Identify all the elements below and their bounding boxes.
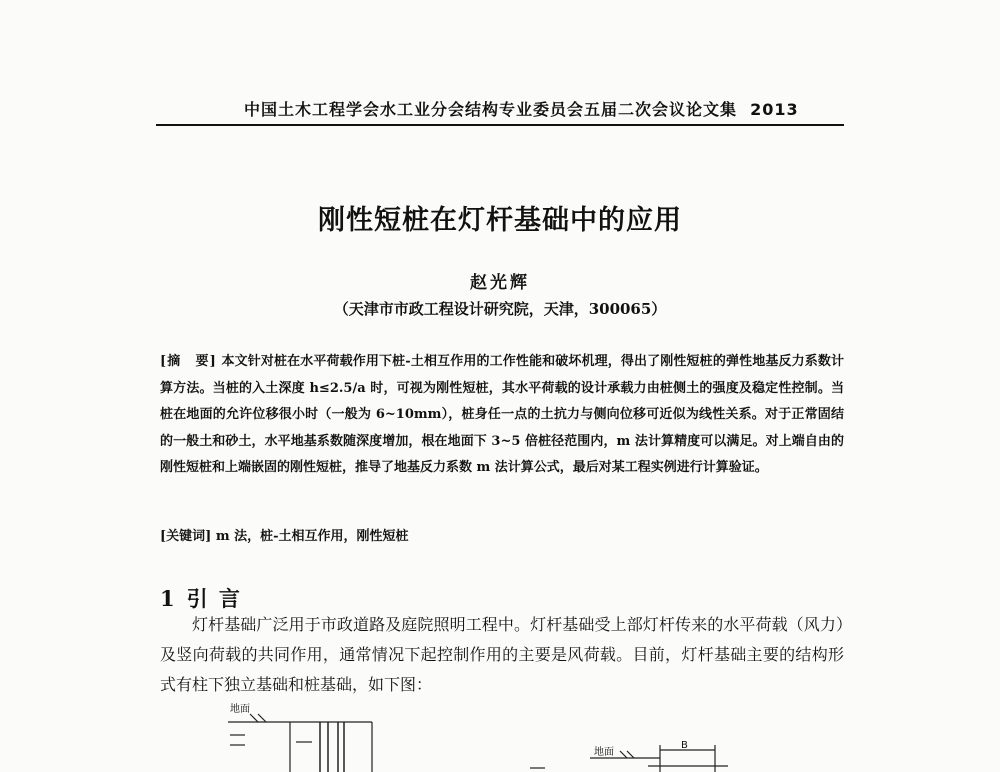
keywords	[160, 525, 844, 544]
abstract-label: [摘 要]	[160, 354, 217, 369]
paper-title: 刚性短桩在灯杆基础中的应用	[318, 205, 682, 236]
ground-label-left: 地面	[230, 704, 250, 715]
keywords-text: m 法，桩-土相互作用，刚性短桩	[215, 529, 409, 544]
ground-label-right: 地面	[594, 747, 614, 758]
header-rule	[156, 124, 844, 126]
author-affiliation: （天津市市政工程设计研究院，天津，300065）	[333, 300, 667, 318]
abstract-text: 本文针对桩在水平荷载作用下桩-土相互作用的工作性能和破坏机理，得出了刚性短桩的弹性地基反力系数计算方法。当桩的入土深度 h≤2.5/a 时，可视为刚性短桩，其水平荷载的设计承载力由桩侧土的强度及稳定性控制。当桩在地面的允许位移很小时（一般为 6~10mm），桩身任一点的土抗力与侧向位移可近似为线性关系。对于正常固结的一般土和砂土，水平地基系数随深度增加，根在地面下 3~5 倍桩径范围内，m 法计算精度可以满足。对上端自由的刚性短桩和上端嵌固的刚性短桩，推导了地基反力系数 m 法计算公式，最后对某工程实例进行计算验证。	[160, 354, 844, 475]
proceedings-name: 中国土木工程学会水工业分会结构专业委员会五届二次会议论文集	[244, 100, 738, 119]
proceedings-header	[244, 97, 799, 120]
proceedings-year: 2013	[750, 100, 799, 119]
keywords-label: [关键词]	[160, 529, 212, 544]
dimension-label-b: B	[681, 740, 688, 751]
author-name: 赵光辉	[470, 273, 530, 293]
intro-paragraph	[160, 610, 844, 700]
section-heading	[160, 583, 242, 613]
section-title: 引 言	[186, 586, 242, 611]
intro-text: 灯杆基础广泛用于市政道路及庭院照明工程中。灯杆基础受上部灯杆传来的水平荷载（风力）及竖向荷载的共同作用，通常情况下起控制作用的主要是风荷载。目前，灯杆基础主要的结构形式有柱下独立基础和桩基础，如下图：	[160, 615, 844, 694]
section-number: 1	[160, 586, 177, 611]
abstract	[160, 349, 844, 482]
